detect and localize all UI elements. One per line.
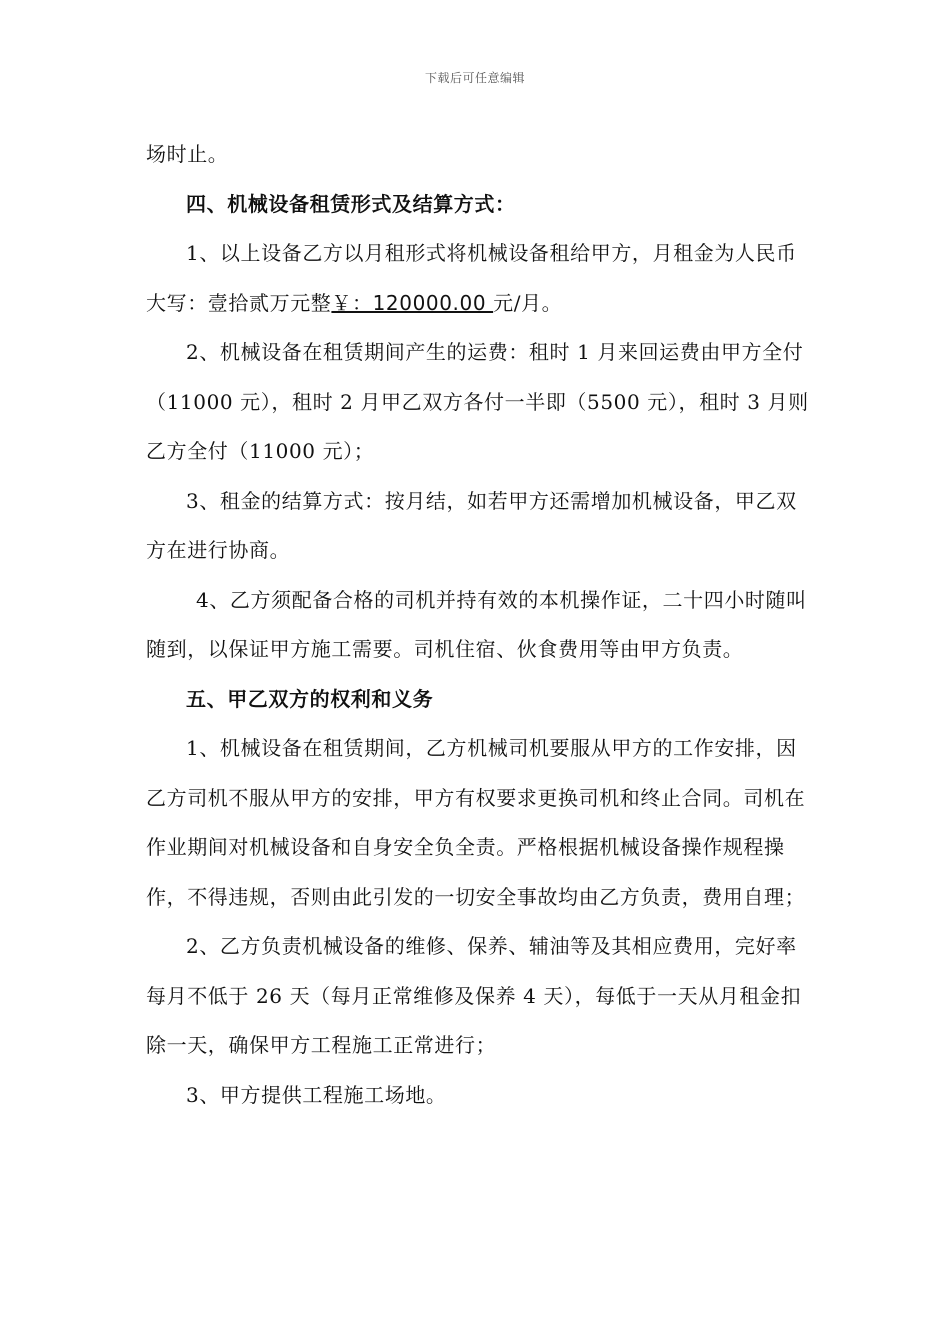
- section-4-item-3: 3、租金的结算方式：按月结，如若甲方还需增加机械设备，甲乙双方在进行协商。: [146, 488, 797, 562]
- section-5-heading: 五、甲乙双方的权利和义务: [186, 686, 434, 711]
- section-4-item-2: 2、机械设备在租赁期间产生的运费：租时 1 月来回运费由甲方全付（11000 元），租时 2 月甲乙双方各付一半即（5500 元），租时 3 月则乙方全付（11000 元）；: [146, 340, 809, 463]
- section-4-item-1-text: 1、以上设备乙方以月租形式将机械设备租给甲方，月租金为人民币大写：壹拾贰万元整: [146, 241, 797, 315]
- section-4-heading: 四、机械设备租赁形式及结算方式：: [186, 191, 516, 216]
- section-4-item-1: [146, 229, 812, 328]
- rent-amount: ￥：120000.00: [331, 290, 494, 315]
- page-header: 下载后可任意编辑: [424, 71, 525, 85]
- section-5-item-2: 2、乙方负责机械设备的维修、保养、辅油等及其相应费用，完好率每月不低于 26 天（每月正常维修及保养 4 天），每低于一天从月租金扣除一天，确保甲方工程施工正常进行；: [146, 934, 802, 1057]
- section-5-item-1: 1、机械设备在租赁期间，乙方机械司机要服从甲方的工作安排，因乙方司机不服从甲方的安排，甲方有权要求更换司机和终止合同。司机在作业期间对机械设备和自身安全负全责。严格根据机械设备操作规程操作，不得违规，否则由此引发的一切安全事故均由乙方负责，费用自理；: [146, 736, 806, 909]
- continuation-text: 场时止。: [146, 142, 229, 166]
- document-body: [146, 130, 812, 1120]
- rent-unit: 元/月。: [493, 290, 563, 315]
- section-4-item-4: 4、乙方须配备合格的司机并持有效的本机操作证，二十四小时随叫随到，以保证甲方施工需要。司机住宿、伙食费用等由甲方负责。: [146, 587, 807, 661]
- section-5-item-3: 3、甲方提供工程施工场地。: [186, 1082, 447, 1107]
